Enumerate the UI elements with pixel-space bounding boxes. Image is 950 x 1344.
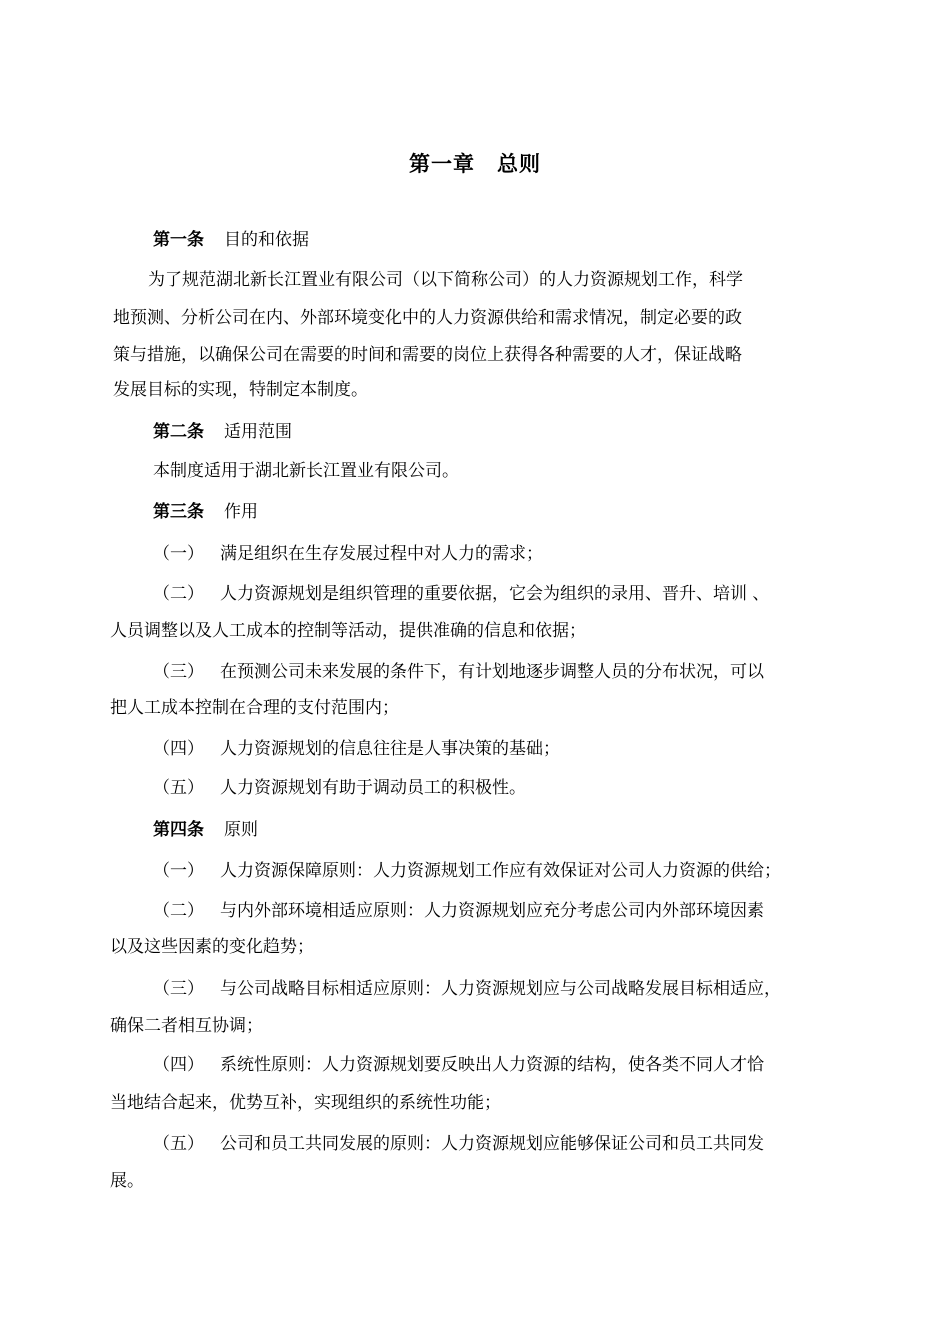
article-number: 第二条 (153, 422, 204, 442)
item-label: （五） (153, 778, 204, 798)
item-text: 人力资源规划的信息往往是人事决策的基础； (220, 739, 560, 759)
item-label: （四） (153, 1055, 204, 1075)
list-item (153, 582, 769, 606)
article-number: 第一条 (153, 230, 204, 250)
paragraph-line: 本制度适用于湖北新长江置业有限公司。 (153, 461, 459, 481)
item-text: 满足组织在生存发展过程中对人力的需求； (220, 544, 543, 564)
article-title: 作用 (224, 502, 258, 522)
item-text: 与公司战略目标相适应原则：人力资源规划应与公司战略发展目标相适应， (220, 979, 781, 999)
article-heading (153, 420, 292, 444)
list-item (153, 737, 560, 761)
list-item (153, 776, 526, 800)
article-number: 第三条 (153, 502, 204, 522)
item-label: （一） (153, 861, 204, 881)
article-title: 原则 (224, 820, 258, 840)
article-number: 第四条 (153, 820, 204, 840)
chapter-name: 总则 (497, 151, 541, 176)
item-continuation: 当地结合起来，优势互补，实现组织的系统性功能； (110, 1093, 501, 1113)
item-text: 人力资源规划有助于调动员工的积极性。 (220, 778, 526, 798)
list-item (153, 899, 764, 923)
article-heading (153, 818, 258, 842)
list-item (153, 977, 781, 1001)
item-text: 人力资源规划是组织管理的重要依据，它会为组织的录用、晋升、培训 、 (220, 584, 770, 604)
paragraph-line: 为了规范湖北新长江置业有限公司（以下简称公司）的人力资源规划工作，科学 (148, 270, 743, 290)
item-continuation: 展。 (110, 1171, 144, 1191)
list-item (153, 660, 764, 684)
paragraph-line: 发展目标的实现，特制定本制度。 (113, 380, 368, 400)
item-text: 公司和员工共同发展的原则：人力资源规划应能够保证公司和员工共同发 (220, 1134, 764, 1154)
article-title: 目的和依据 (224, 230, 309, 250)
paragraph-line: 策与措施，以确保公司在需要的时间和需要的岗位上获得各种需要的人才，保证战略 (113, 345, 742, 365)
list-item (153, 1053, 764, 1077)
item-continuation: 把人工成本控制在合理的支付范围内； (110, 698, 399, 718)
item-label: （五） (153, 1134, 204, 1154)
item-label: （三） (153, 662, 204, 682)
list-item (153, 859, 781, 883)
item-label: （四） (153, 739, 204, 759)
chapter-number: 第一章 (409, 151, 475, 176)
item-text: 系统性原则：人力资源规划要反映出人力资源的结构，使各类不同人才恰 (220, 1055, 764, 1075)
article-title: 适用范围 (224, 422, 292, 442)
item-label: （二） (153, 584, 204, 604)
article-heading (153, 500, 258, 524)
list-item (153, 542, 543, 566)
item-text: 与内外部环境相适应原则：人力资源规划应充分考虑公司内外部环境因素 (220, 901, 764, 921)
item-label: （三） (153, 979, 204, 999)
item-text: 在预测公司未来发展的条件下，有计划地逐步调整人员的分布状况，可以 (220, 662, 764, 682)
item-label: （一） (153, 544, 204, 564)
item-continuation: 人员调整以及人工成本的控制等活动，提供准确的信息和依据； (110, 621, 586, 641)
list-item (153, 1132, 764, 1156)
item-continuation: 确保二者相互协调； (110, 1016, 263, 1036)
paragraph-line: 地预测、分析公司在内、外部环境变化中的人力资源供给和需求情况，制定必要的政 (113, 308, 742, 328)
chapter-title (0, 148, 950, 178)
article-heading (153, 228, 309, 252)
item-continuation: 以及这些因素的变化趋势； (110, 937, 314, 957)
item-label: （二） (153, 901, 204, 921)
item-text: 人力资源保障原则：人力资源规划工作应有效保证对公司人力资源的供给； (220, 861, 781, 881)
